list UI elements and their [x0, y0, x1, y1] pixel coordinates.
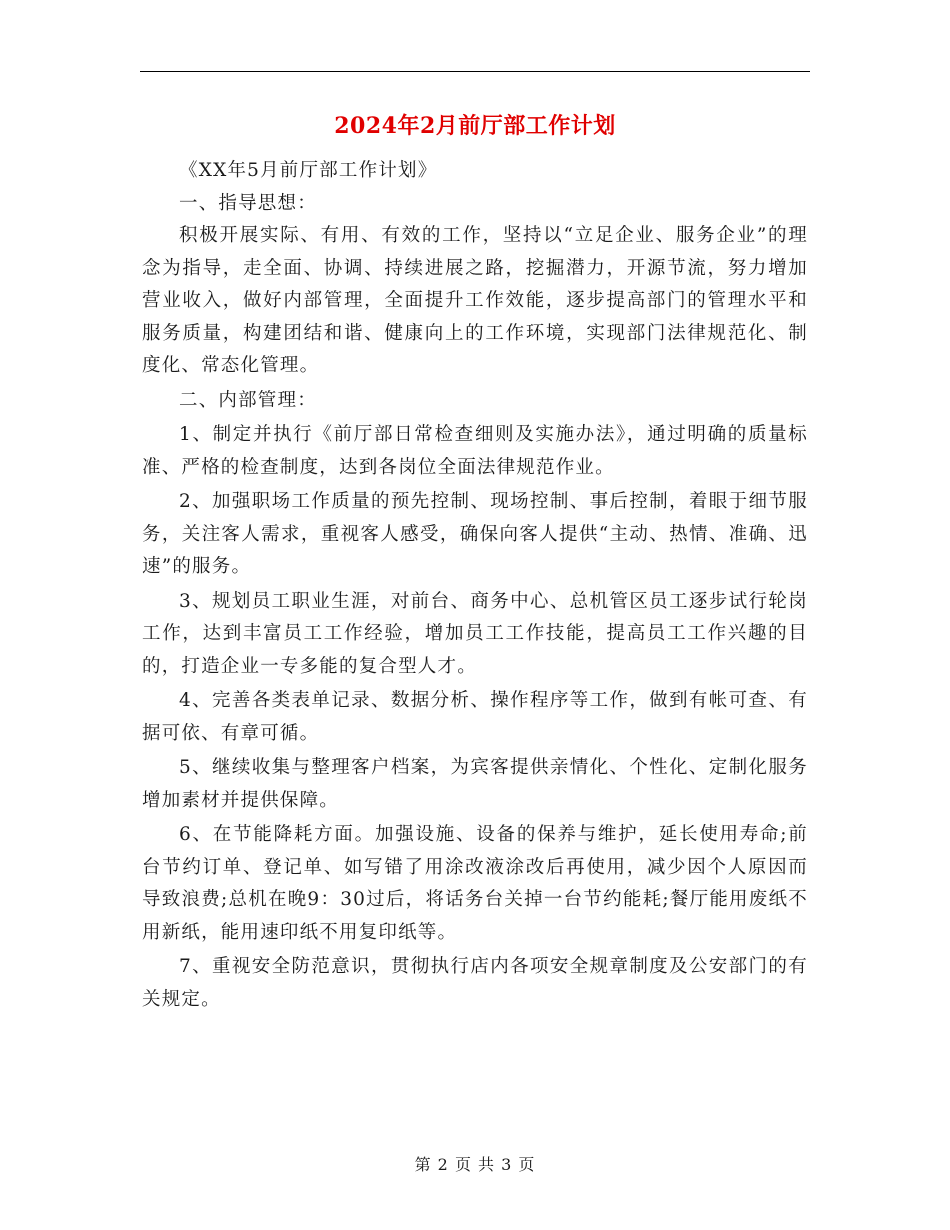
body-paragraph: 积极开展实际、有用、有效的工作，坚持以“立足企业、服务企业”的理念为指导，走全面、协调、持续进展之路，挖掘潜力，开源节流，努力增加营业收入，做好内部管理，全面提升工作效能，逐步提高部门的管理水平和服务质量，构建团结和谐、健康向上的工作环境，实现部门法律规范化、制度化、常态化管理。 [142, 225, 808, 376]
list-item-7: 7、重视安全防范意识，贯彻执行店内各项安全规章制度及公安部门的有关规定。 [142, 956, 808, 1010]
list-item-2: 2、加强职场工作质量的预先控制、现场控制、事后控制，着眼于细节服务，关注客人需求，重视客人感受，确保向客人提供“主动、热情、准确、迅速”的服务。 [142, 491, 808, 577]
list-item-3: 3、规划员工职业生涯，对前台、商务中心、总机管区员工逐步试行轮岗工作，达到丰富员工工作经验，增加员工工作技能，提高员工工作兴趣的目的，打造企业一专多能的复合型人才。 [142, 590, 808, 677]
list-item-4: 4、完善各类表单记录、数据分析、操作程序等工作，做到有帐可查、有据可依、有章可循。 [142, 690, 808, 744]
page-number: 第 2 页 共 3 页 [414, 1155, 536, 1174]
section-heading-internal-management: 二、内部管理： [179, 389, 317, 411]
header-rule [140, 71, 810, 72]
subtitle-paragraph: 《XX年5月前厅部工作计划》 [179, 160, 438, 181]
list-item-6: 6、在节能降耗方面。加强设施、设备的保养与维护，延长使用寿命;前台节约订单、登记单、如写错了用涂改液涂改后再使用，减少因个人原因而导致浪费;总机在晚9：30过后，将话务台关掉一台节约能耗;餐厅能用废纸不用新纸，能用速印纸不用复印纸等。 [142, 824, 808, 943]
document-title: 2024年2月前厅部工作计划 [334, 113, 616, 139]
list-item-1: 1、制定并执行《前厅部日常检查细则及实施办法》，通过明确的质量标准、严格的检查制度，达到各岗位全面法律规范作业。 [142, 424, 808, 478]
section-heading-guiding-thought: 一、指导思想： [179, 192, 317, 214]
document-body [142, 155, 808, 1018]
list-item-5: 5、继续收集与整理客户档案，为宾客提供亲情化、个性化、定制化服务增加素材并提供保障。 [142, 757, 808, 811]
